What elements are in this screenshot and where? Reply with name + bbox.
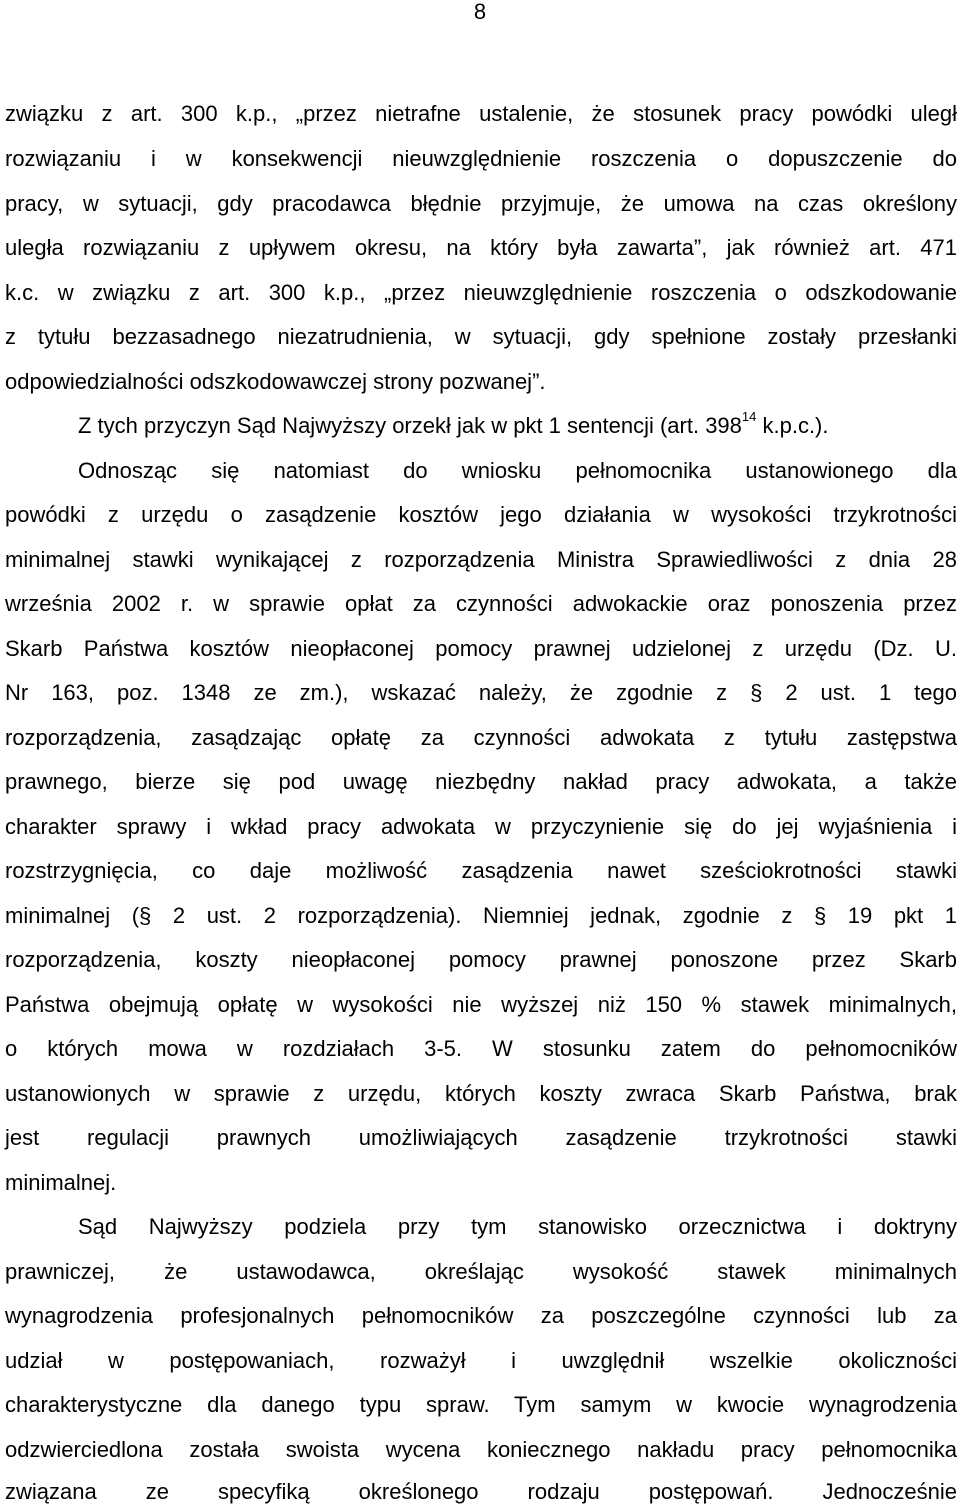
text-line-15: rozporządzenia, zasądzając opłatę za czynności adwokata z tytułu zastępstwa bbox=[5, 725, 957, 750]
text-line-14: Nr 163, poz. 1348 ze zm.), wskazać należy, że zgodnie z § 2 ust. 1 tego bbox=[5, 680, 957, 705]
text-line-6: z tytułu bezzasadnego niezatrudnienia, w sytuacji, gdy spełnione zostały przesłanki bbox=[5, 324, 957, 349]
text-line-17: charakter sprawy i wkład pracy adwokata w przyczynienie się do jej wyjaśnienia i bbox=[5, 814, 957, 839]
text-line-27: prawniczej, że ustawodawca, określając wysokość stawek minimalnych bbox=[5, 1259, 957, 1284]
text-line-22: o których mowa w rozdziałach 3-5. W stosunku zatem do pełnomocników bbox=[5, 1036, 957, 1061]
text-line-16: prawnego, bierze się pod uwagę niezbędny nakład pracy adwokata, a także bbox=[5, 769, 957, 794]
text-line-3: pracy, w sytuacji, gdy pracodawca błędnie przyjmuje, że umowa na czas określony bbox=[5, 191, 957, 216]
text-line-20: rozporządzenia, koszty nieopłaconej pomocy prawnej ponoszone przez Skarb bbox=[5, 947, 957, 972]
text-line-32: związana ze specyfiką określonego rodzaju postępowań. Jednocześnie bbox=[5, 1479, 957, 1504]
text-line-5: k.c. w związku z art. 300 k.p., „przez nieuwzględnienie roszczenia o odszkodowanie bbox=[5, 280, 957, 305]
text-line-26: Sąd Najwyższy podziela przy tym stanowisko orzecznictwa i doktryny bbox=[78, 1214, 957, 1239]
text-line-11: minimalnej stawki wynikającej z rozporządzenia Ministra Sprawiedliwości z dnia 28 bbox=[5, 547, 957, 572]
text-line-30: charakterystyczne dla danego typu spraw. Tym samym w kwocie wynagrodzenia bbox=[5, 1392, 957, 1417]
text-line-9: Odnosząc się natomiast do wniosku pełnomocnika ustanowionego dla bbox=[78, 458, 957, 483]
page-number: 8 bbox=[473, 0, 487, 24]
text-line-28: wynagrodzenia profesjonalnych pełnomocników za poszczególne czynności lub za bbox=[5, 1303, 957, 1328]
text-line-21: Państwa obejmują opłatę w wysokości nie wyższej niż 150 % stawek minimalnych, bbox=[5, 992, 957, 1017]
text-line-29: udział w postępowaniach, rozważył i uwzględnił wszelkie okoliczności bbox=[5, 1348, 957, 1373]
text-line-25: minimalnej. bbox=[5, 1170, 117, 1195]
text-line-10: powódki z urzędu o zasądzenie kosztów jego działania w wysokości trzykrotności bbox=[5, 502, 957, 527]
text-line-8-main: Z tych przyczyn Sąd Najwyższy orzekł jak w pkt 1 sentencji (art. 398 bbox=[78, 413, 742, 438]
text-line-1: związku z art. 300 k.p., „przez nietrafne ustalenie, że stosunek pracy powódki uległ bbox=[5, 101, 957, 126]
article-superscript: 14 bbox=[741, 408, 757, 424]
text-line-4: uległa rozwiązaniu z upływem okresu, na który była zawarta”, jak również art. 471 bbox=[5, 235, 957, 260]
text-line-19: minimalnej (§ 2 ust. 2 rozporządzenia). Niemniej jednak, zgodnie z § 19 pkt 1 bbox=[5, 903, 957, 928]
text-line-8-tail: k.p.c.). bbox=[756, 413, 829, 438]
text-line-2: rozwiązaniu i w konsekwencji nieuwzględnienie roszczenia o dopuszczenie do bbox=[5, 146, 957, 171]
text-line-18: rozstrzygnięcia, co daje możliwość zasądzenia nawet sześciokrotności stawki bbox=[5, 858, 957, 883]
text-line-7: odpowiedzialności odszkodowawczej strony pozwanej”. bbox=[5, 369, 546, 394]
text-line-13: Skarb Państwa kosztów nieopłaconej pomocy prawnej udzielonej z urzędu (Dz. U. bbox=[5, 636, 957, 661]
text-line-23: ustanowionych w sprawie z urzędu, których koszty zwraca Skarb Państwa, brak bbox=[5, 1081, 957, 1106]
text-line-8 bbox=[78, 408, 957, 439]
text-line-31: odzwierciedlona została swoista wycena koniecznego nakładu pracy pełnomocnika bbox=[5, 1437, 957, 1462]
text-line-12: września 2002 r. w sprawie opłat za czynności adwokackie oraz ponoszenia przez bbox=[5, 591, 957, 616]
text-line-24: jest regulacji prawnych umożliwiających zasądzenie trzykrotności stawki bbox=[5, 1125, 957, 1150]
